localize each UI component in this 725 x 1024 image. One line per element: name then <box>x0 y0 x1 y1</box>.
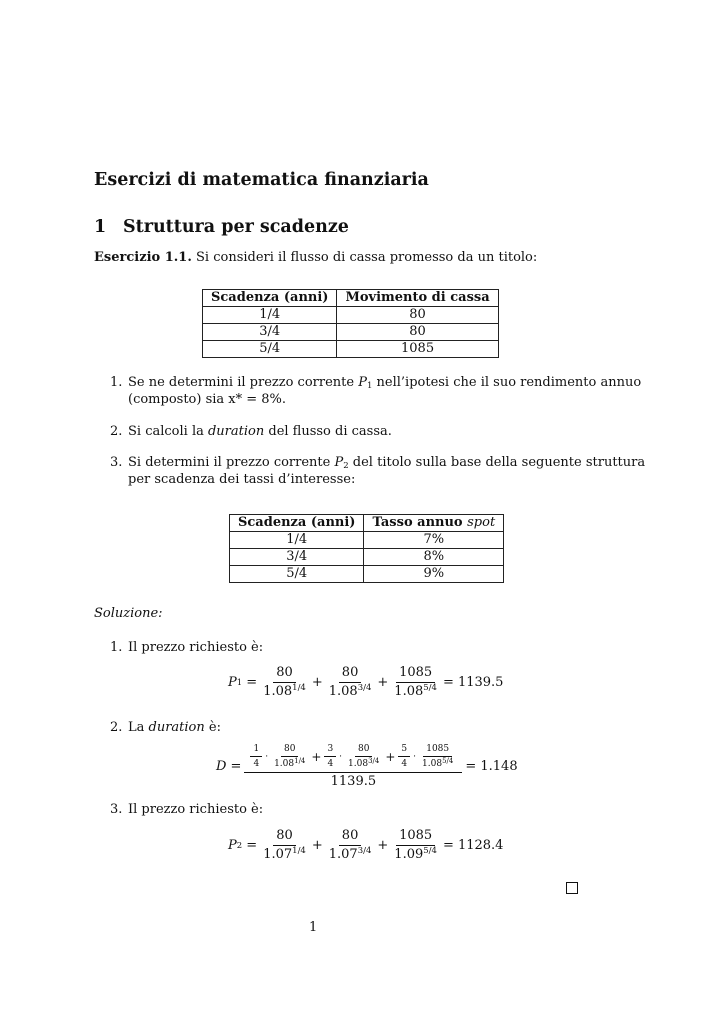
table-cell: 3/4 <box>203 324 337 341</box>
exercise-statement <box>94 250 537 265</box>
math-symbol: P <box>228 838 237 853</box>
weight-fraction <box>398 744 410 769</box>
fraction <box>419 744 456 769</box>
denominator <box>391 846 440 862</box>
numerator: 80 <box>355 744 372 757</box>
numerator: 5 <box>398 744 410 757</box>
emphasis: duration <box>207 424 265 439</box>
exponent: 1/4 <box>292 683 306 693</box>
numerator: 1085 <box>396 829 435 846</box>
base: 1.07 <box>328 847 358 862</box>
list-number: 3. <box>110 455 123 470</box>
math-operator: + <box>385 749 396 764</box>
text-span: del titolo sulla base della seguente struttura <box>348 455 646 470</box>
math-operator: + <box>311 838 323 853</box>
base: 1.08 <box>348 759 369 769</box>
table-cell: 9% <box>364 566 504 583</box>
equation-duration <box>216 744 518 789</box>
numerator: 1085 <box>396 666 435 683</box>
numerator: 80 <box>273 666 296 683</box>
fraction <box>391 666 440 699</box>
table-header-row <box>203 290 499 307</box>
numerator <box>244 744 462 773</box>
question-text <box>128 454 645 488</box>
list-number: 1. <box>110 375 123 390</box>
denominator: 4 <box>327 759 334 769</box>
table-cell: 5/4 <box>230 566 364 583</box>
big-fraction <box>244 744 462 789</box>
table-header-row <box>230 515 504 532</box>
table-row <box>203 307 499 324</box>
math-operator: · <box>339 751 343 762</box>
table-row <box>230 532 504 549</box>
text-span: del flusso di cassa. <box>264 424 392 439</box>
header-italic: spot <box>467 515 496 530</box>
base: 1.08 <box>274 759 295 769</box>
denominator: 1139.5 <box>330 774 377 789</box>
section-heading <box>94 217 349 237</box>
numerator: 80 <box>339 829 362 846</box>
text-span: La <box>128 720 149 735</box>
solution-label: Soluzione: <box>94 606 163 621</box>
list-number: 2. <box>110 720 123 735</box>
table-cell: 7% <box>364 532 504 549</box>
math-operator: · <box>265 751 269 762</box>
fraction <box>326 666 375 699</box>
question-text <box>128 374 641 408</box>
table-cell: 80 <box>337 307 498 324</box>
fraction <box>391 829 440 862</box>
exponent: 3/4 <box>357 683 372 693</box>
denominator <box>391 683 440 699</box>
answer-text <box>128 719 221 736</box>
math-symbol: P <box>228 675 237 690</box>
exponent: 3/4 <box>368 757 380 765</box>
table-header-cell: Scadenza (anni) <box>230 515 364 532</box>
text-span: (composto) sia x* = 8%. <box>128 392 287 407</box>
answer-text: Il prezzo richiesto è: <box>128 640 264 655</box>
table-cell: 80 <box>337 324 498 341</box>
denominator: 4 <box>401 759 408 769</box>
base: 1.09 <box>394 847 424 862</box>
math-operator: + <box>377 838 389 853</box>
list-number: 2. <box>110 424 123 439</box>
text-span: è: <box>204 720 221 735</box>
numerator: 1 <box>250 744 262 757</box>
numerator: 80 <box>281 744 298 757</box>
math-operator: · <box>413 751 417 762</box>
section-number: 1 <box>94 217 107 237</box>
text-span: Se ne determini il prezzo corrente <box>128 375 359 390</box>
table-cell: 1/4 <box>230 532 364 549</box>
base: 1.08 <box>328 684 358 699</box>
fraction <box>326 829 375 862</box>
base: 1.08 <box>263 684 293 699</box>
table-header-cell: Scadenza (anni) <box>203 290 337 307</box>
math-subscript: 2 <box>343 461 349 471</box>
denominator <box>326 846 375 862</box>
section-title: Struttura per scadenze <box>123 217 349 237</box>
exponent: 1/4 <box>294 757 306 765</box>
table-row <box>230 566 504 583</box>
math-subscript: 1 <box>366 381 373 391</box>
exponent: 5/4 <box>423 683 437 693</box>
exercise-text: Si consideri il flusso di cassa promesso da un titolo: <box>196 250 538 265</box>
fraction <box>260 829 309 862</box>
weight-fraction <box>250 744 262 769</box>
denominator <box>271 757 308 769</box>
exponent: 5/4 <box>442 757 454 765</box>
math-operator: + <box>311 749 322 764</box>
question-text <box>128 423 392 440</box>
exponent: 5/4 <box>423 846 437 856</box>
table-row <box>203 341 499 358</box>
exponent: 1/4 <box>292 846 306 856</box>
base: 1.08 <box>394 684 424 699</box>
math-operator: = <box>242 675 258 690</box>
math-symbol: P <box>358 375 367 390</box>
cashflow-table <box>202 289 499 358</box>
emphasis: duration <box>148 720 205 735</box>
table-row <box>230 549 504 566</box>
weight-fraction <box>324 744 336 769</box>
denominator: 4 <box>253 759 260 769</box>
page-number: 1 <box>309 920 318 935</box>
fraction <box>345 744 382 769</box>
answer-text: Il prezzo richiesto è: <box>128 802 264 817</box>
equation-price-p2: P 2 = $\frac{80}{1.07^{1/4}}$ + $\frac{80}{1.07^{3/4}}$ + $\frac{1085}{1.09^{5/4}}$ = 1128.4 <box>228 828 504 862</box>
math-lhs: D = <box>216 759 242 774</box>
denominator <box>419 757 456 769</box>
text-span: Si determini il prezzo corrente <box>128 455 335 470</box>
math-operator: + <box>377 675 389 690</box>
math-operator: + <box>311 675 323 690</box>
table-cell: 5/4 <box>203 341 337 358</box>
fraction <box>271 744 308 769</box>
base: 1.08 <box>422 759 443 769</box>
document-title: Esercizi di matematica finanziaria <box>94 170 429 190</box>
numerator: 80 <box>273 829 296 846</box>
numerator: 3 <box>324 744 336 757</box>
text-span: nell’ipotesi che il suo rendimento annuo <box>372 375 642 390</box>
table-cell: 8% <box>364 549 504 566</box>
denominator <box>260 846 309 862</box>
denominator <box>345 757 382 769</box>
table-row <box>203 324 499 341</box>
list-number: 3. <box>110 802 123 817</box>
denominator <box>260 683 309 699</box>
table-header-cell: Movimento di cassa <box>337 290 498 307</box>
fraction <box>260 666 309 699</box>
numerator: 80 <box>339 666 362 683</box>
text-span: Si calcoli la <box>128 424 208 439</box>
equation-result: = 1128.4 <box>442 838 504 853</box>
base: 1.07 <box>263 847 293 862</box>
numerator: 1085 <box>423 744 452 757</box>
equation-result: = 1139.5 <box>442 675 504 690</box>
header-text: Tasso annuo <box>372 515 468 530</box>
equation-price-p1: P 1 = $\frac{80}{1.08^{1/4}}$ + $\frac{80}{1.08^{3/4}}$ + $\frac{1085}{1.08^{5/4}}$ = 1139.5 <box>228 665 504 699</box>
table-cell: 1/4 <box>203 307 337 324</box>
text-span: per scadenza dei tassi d’interesse: <box>128 472 356 487</box>
denominator <box>326 683 375 699</box>
table-cell: 3/4 <box>230 549 364 566</box>
equation-result: = 1.148 <box>465 759 518 774</box>
exponent: 3/4 <box>357 846 372 856</box>
exercise-label: Esercizio 1.1. <box>94 250 192 265</box>
list-number: 1. <box>110 640 123 655</box>
table-header-cell <box>364 515 504 532</box>
table-cell: 1085 <box>337 341 498 358</box>
qed-square-icon <box>566 882 578 894</box>
spot-rate-table <box>229 514 504 583</box>
math-symbol: P <box>334 455 344 470</box>
math-operator: = <box>242 838 258 853</box>
